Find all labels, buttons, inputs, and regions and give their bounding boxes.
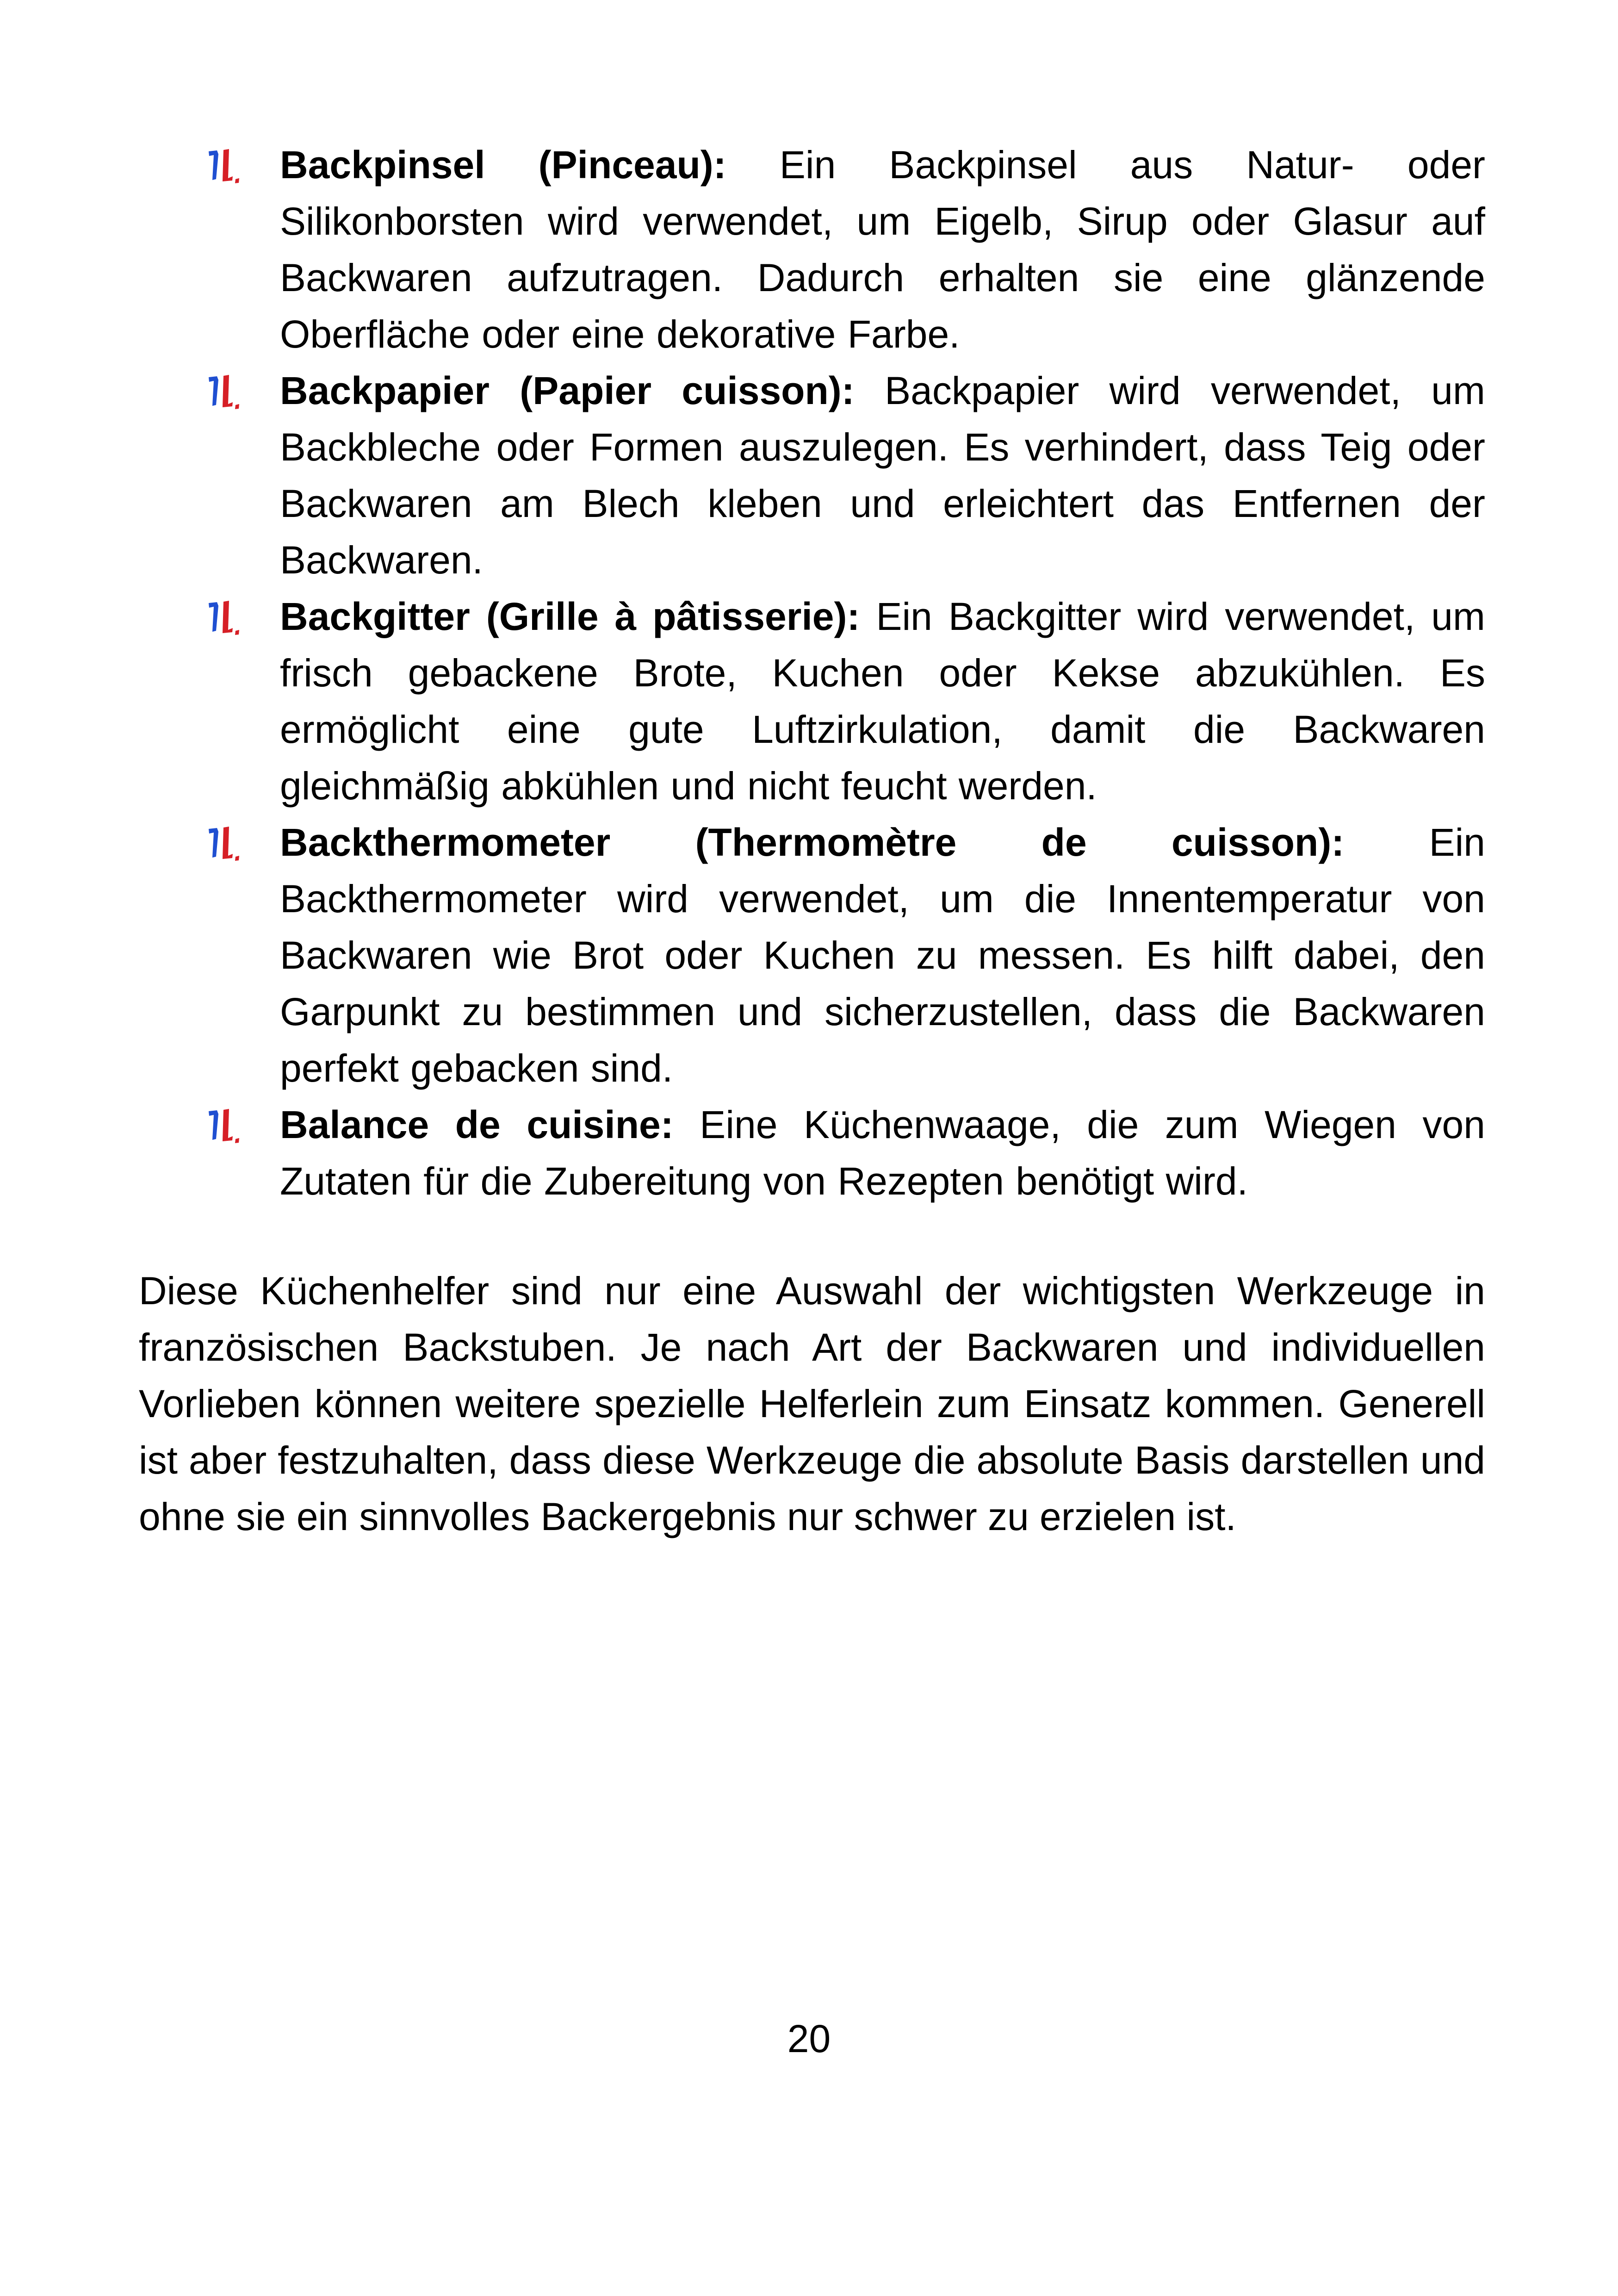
list-item-text: Eine Küchenwaage, die zum Wiegen von Zutaten für die Zubereitung von Rezepten benötigt wird.	[280, 1103, 1485, 1203]
french-flag-bullet-icon	[206, 1107, 257, 1144]
closing-paragraph: Diese Küchenhelfer sind nur eine Auswahl der wichtigsten Werkzeuge in französischen Backstuben. Je nach Art der Backwaren und individuellen Vorlieben können weitere spezielle Helferlein zum Einsatz kommen. Generell ist aber festzuhalten, dass diese Werkzeuge die absolute Basis darstellen und ohne sie ein sinnvolles Backergebnis nur schwer zu erzielen ist.	[139, 1269, 1485, 1538]
page-number: 20	[787, 2017, 831, 2060]
list-item	[206, 588, 1485, 814]
list-item	[206, 362, 1485, 588]
french-flag-bullet-icon	[206, 598, 257, 635]
list-item	[206, 814, 1485, 1096]
baking-tools-list	[206, 137, 1485, 1209]
french-flag-bullet-icon	[206, 824, 257, 861]
french-flag-bullet-icon	[206, 147, 257, 184]
list-item-term: Backpinsel (Pinceau):	[280, 143, 726, 187]
list-item-term: Balance de cuisine:	[280, 1103, 674, 1146]
french-flag-bullet-icon	[206, 373, 257, 410]
list-item-term: Backpapier (Papier cuisson):	[280, 369, 855, 412]
list-item-term: Backthermometer (Thermomètre de cuisson):	[280, 821, 1345, 864]
list-item-term: Backgitter (Grille à pâtisserie):	[280, 595, 860, 638]
list-item	[206, 137, 1485, 362]
list-item-text: Ein Backthermometer wird verwendet, um die Innentemperatur von Backwaren wie Brot oder Kuchen zu messen. Es hilft dabei, den Garpunkt zu bestimmen und sicherzustellen, dass die Backwaren perfekt gebacken sind.	[280, 821, 1485, 1090]
list-item	[206, 1096, 1485, 1209]
list-item-text: Backpapier wird verwendet, um Backbleche oder Formen auszulegen. Es verhindert, dass Teig oder Backwaren am Blech kleben und erleichtert das Entfernen der Backwaren.	[280, 369, 1485, 582]
list-item-text: Ein Backgitter wird verwendet, um frisch gebackene Brote, Kuchen oder Kekse abzukühlen. Es ermöglicht eine gute Luftzirkulation, damit die Backwaren gleichmäßig abkühlen und nicht feucht werden.	[280, 595, 1485, 808]
list-item-text: Ein Backpinsel aus Natur- oder Silikonborsten wird verwendet, um Eigelb, Sirup oder Glasur auf Backwaren aufzutragen. Dadurch erhalten sie eine glänzende Oberfläche oder eine dekorative Farbe.	[280, 143, 1486, 356]
